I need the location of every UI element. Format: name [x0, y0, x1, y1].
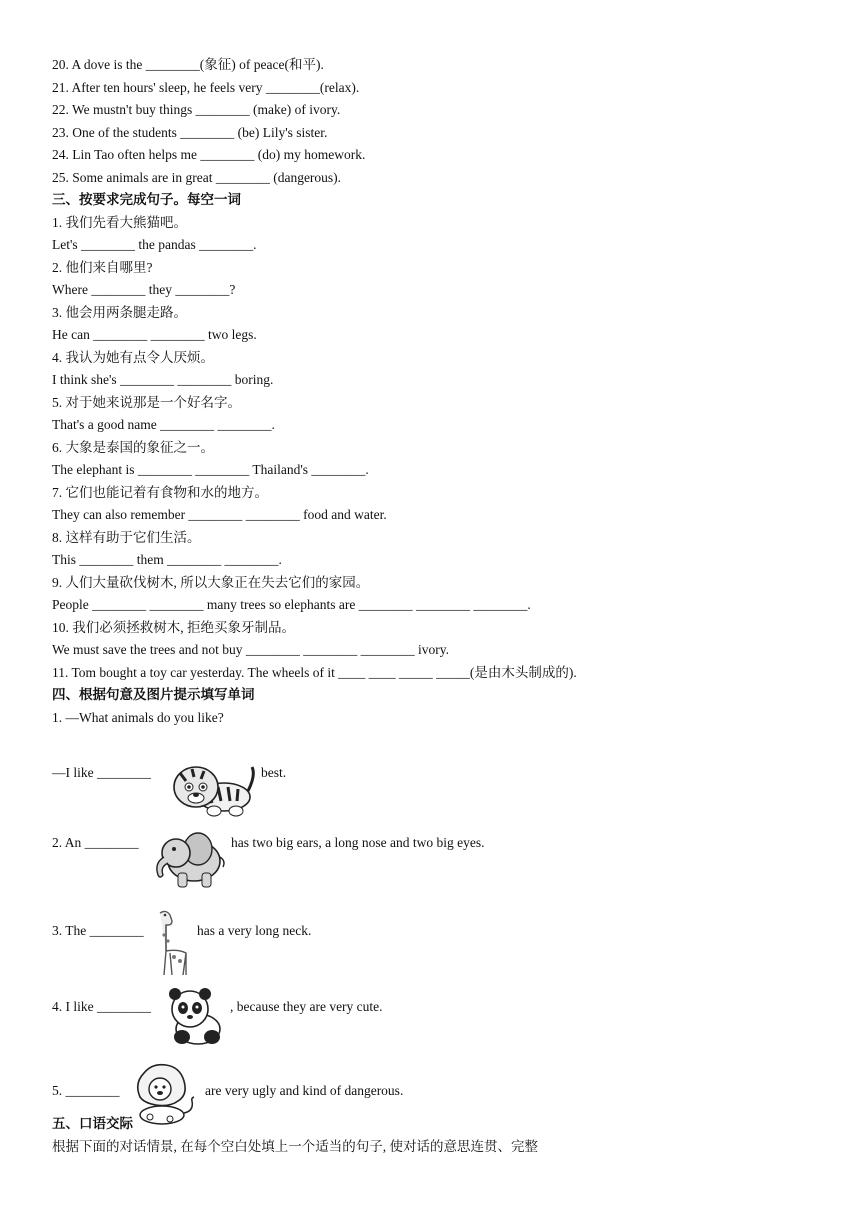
- section-instruction: 根据下面的对话情景, 在每个空白处填上一个适当的句子, 使对话的意思连贯、完整: [52, 1138, 538, 1154]
- question-text-before: —I like ________: [52, 765, 151, 780]
- question-text-after: , because they are very cute.: [230, 999, 383, 1014]
- question-text-before: 3. The ________: [52, 923, 144, 938]
- english-blank-line: They can also remember ________ ________ food and water.: [52, 507, 387, 522]
- english-blank-line: I think she's ________ ________ boring.: [52, 372, 274, 387]
- chinese-prompt: 6. 大象是泰国的象征之一。: [52, 439, 214, 455]
- chinese-prompt: 9. 人们大量砍伐树木, 所以大象正在失去它们的家园。: [52, 574, 370, 590]
- part3-items: [52, 212, 832, 685]
- exercise-item: 21. After ten hours' sleep, he feels very ________(relax).: [52, 79, 360, 95]
- question-prompt: 1. —What animals do you like?: [52, 709, 224, 725]
- section-heading-part4: 四、根据句意及图片提示填写单词: [52, 687, 255, 703]
- question-text-after: has two big ears, a long nose and two big eyes.: [231, 835, 485, 850]
- question-text-before: 4. I like ________: [52, 999, 151, 1014]
- section-heading-part5: 五、口语交际: [52, 1116, 133, 1132]
- english-blank-line: 11. Tom bought a toy car yesterday. The wheels of it ____ ____ _____ _____(是由木头制成的).: [52, 664, 577, 680]
- exercise-item: 25. Some animals are in great ________ (dangerous).: [52, 169, 342, 185]
- english-blank-line: People ________ ________ many trees so elephants are ________ ________ ________.: [52, 597, 531, 612]
- question-text-after: has a very long neck.: [197, 923, 312, 938]
- chinese-prompt: 1. 我们先看大熊猫吧。: [52, 214, 187, 230]
- exercise-item: 22. We mustn't buy things ________ (make) of ivory.: [52, 102, 341, 117]
- question-text-after: best.: [261, 765, 287, 780]
- picture-question-2: [52, 795, 832, 877]
- english-blank-line: He can ________ ________ two legs.: [52, 327, 257, 342]
- exercise-item: 23. One of the students ________ (be) Lily's sister.: [52, 124, 328, 140]
- picture-question-3: [52, 877, 832, 953]
- exercise-item: 20. A dove is the ________(象征) of peace(和平).: [52, 57, 324, 72]
- picture-question-1: [52, 729, 832, 795]
- english-blank-line: We must save the trees and not buy ________ ________ ________ ivory.: [52, 642, 449, 657]
- chinese-prompt: 2. 他们来自哪里?: [52, 259, 153, 275]
- chinese-prompt: 10. 我们必须拯救树木, 拒绝买象牙制品。: [52, 619, 295, 635]
- english-blank-line: The elephant is ________ ________ Thailand's ________.: [52, 462, 369, 477]
- worksheet-page: [52, 54, 832, 1158]
- english-blank-line: Where ________ they ________?: [52, 282, 236, 297]
- chinese-prompt: 5. 对于她来说那是一个好名字。: [52, 394, 241, 410]
- english-blank-line: This ________ them ________ ________.: [52, 552, 282, 567]
- chinese-prompt: 4. 我认为她有点令人厌烦。: [52, 349, 214, 365]
- question-text-before: 5. ________: [52, 1083, 120, 1098]
- chinese-prompt: 3. 他会用两条腿走路。: [52, 304, 187, 320]
- part2-items: [52, 54, 832, 189]
- english-blank-line: Let's ________ the pandas ________.: [52, 237, 257, 252]
- chinese-prompt: 8. 这样有助于它们生活。: [52, 529, 201, 545]
- question-text-before: 2. An ________: [52, 835, 139, 850]
- chinese-prompt: 7. 它们也能记着有食物和水的地方。: [52, 484, 268, 500]
- section-heading-part3: 三、按要求完成句子。每空一词: [52, 192, 241, 208]
- question-text-after: are very ugly and kind of dangerous.: [205, 1083, 404, 1098]
- picture-question-5: [52, 1031, 832, 1113]
- english-blank-line: That's a good name ________ ________.: [52, 417, 275, 432]
- exercise-item: 24. Lin Tao often helps me ________ (do) my homework.: [52, 147, 366, 162]
- lion-icon: [130, 1031, 198, 1159]
- picture-question-4: [52, 953, 832, 1031]
